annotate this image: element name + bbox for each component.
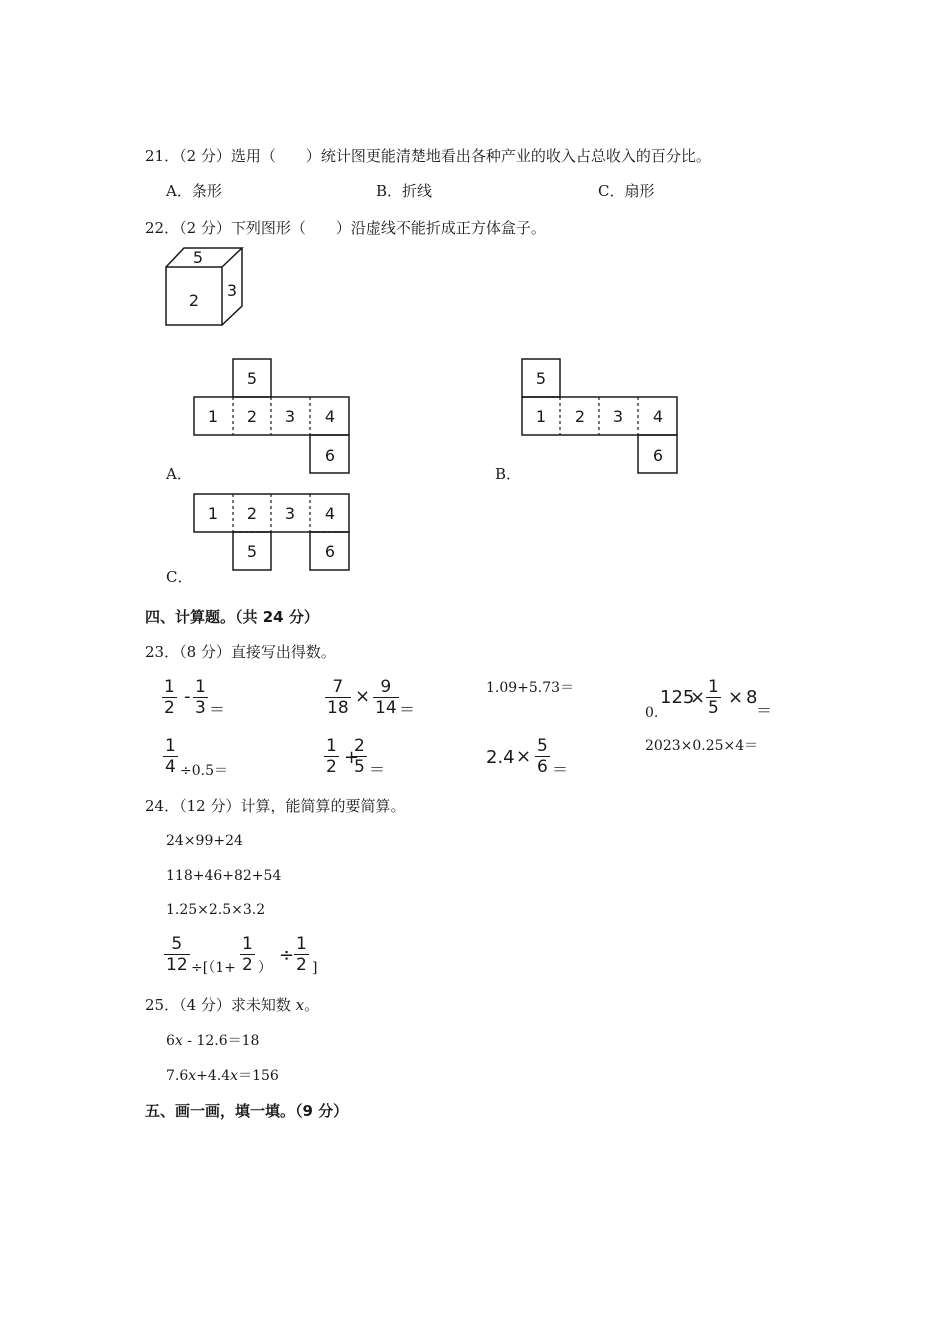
q23-expr-3: 1.09+5.73＝	[486, 680, 575, 696]
cube-side-number: 3	[226, 281, 238, 300]
net-a-cell-6: 6	[324, 446, 336, 465]
net-b-cell-2: 2	[574, 407, 586, 426]
q25-equation-1: 6x - 12.6＝18	[166, 1033, 260, 1049]
net-b-cell-3: 3	[612, 407, 624, 426]
net-c-label[interactable]: C．	[166, 568, 193, 586]
net-c-cell-2: 2	[246, 504, 258, 523]
net-c-cell-4: 4	[324, 504, 336, 523]
section-4-title: 四、计算题。（共 24 分）	[145, 608, 319, 626]
net-b-cell-6: 6	[652, 446, 664, 465]
cube-top-face	[166, 248, 242, 267]
q22-stem: 22．（2 分）下列图形（ ）沿虚线不能折成正方体盒子。	[145, 219, 546, 237]
net-b-figure[interactable]	[518, 355, 683, 479]
net-c-cell-5: 5	[246, 542, 258, 561]
q24-expr-1: 24×99+24	[166, 833, 243, 849]
q24-expr-3: 1.25×2.5×3.2	[166, 902, 266, 918]
net-c-cell-3: 3	[284, 504, 296, 523]
cube-front-number: 2	[188, 291, 200, 310]
section-5-title: 五、画一画，填一填。（9 分）	[145, 1102, 349, 1120]
q23-stem: 23．（8 分）直接写出得数。	[145, 643, 336, 661]
q25-stem: 25．（4 分）求未知数 x。	[145, 996, 320, 1014]
net-a-cell-3: 3	[284, 407, 296, 426]
net-a-figure[interactable]	[190, 355, 355, 479]
cube-top-number: 5	[192, 248, 204, 267]
net-a-cell-1: 1	[207, 407, 219, 426]
net-b-cell-5: 5	[535, 369, 547, 388]
q24-stem: 24．（12 分）计算，能简算的要简算。	[145, 797, 406, 815]
q23-expr-8: 2023×0.25×4＝	[645, 738, 759, 754]
q24-expr-2: 118+46+82+54	[166, 868, 282, 884]
q21-option-a[interactable]: A．条形	[166, 182, 222, 200]
q25-equation-2: 7.6x+4.4x＝156	[166, 1068, 279, 1084]
net-a-cell-4: 4	[324, 407, 336, 426]
net-c-figure[interactable]	[190, 490, 355, 576]
q21-option-b[interactable]: B．折线	[376, 182, 433, 200]
net-b-label[interactable]: B．	[495, 465, 522, 483]
q21-option-c[interactable]: C．扇形	[598, 182, 655, 200]
net-c-cell-6: 6	[324, 542, 336, 561]
net-b-cell-1: 1	[535, 407, 547, 426]
cube-figure	[160, 242, 250, 332]
net-a-label[interactable]: A．	[166, 465, 192, 483]
net-c-cell-1: 1	[207, 504, 219, 523]
net-a-cell-2: 2	[246, 407, 258, 426]
q21-stem: 21．（2 分）选用（ ）统计图更能清楚地看出各种产业的收入占总收入的百分比。	[145, 147, 711, 165]
net-a-cell-5: 5	[246, 369, 258, 388]
net-b-cell-4: 4	[652, 407, 664, 426]
